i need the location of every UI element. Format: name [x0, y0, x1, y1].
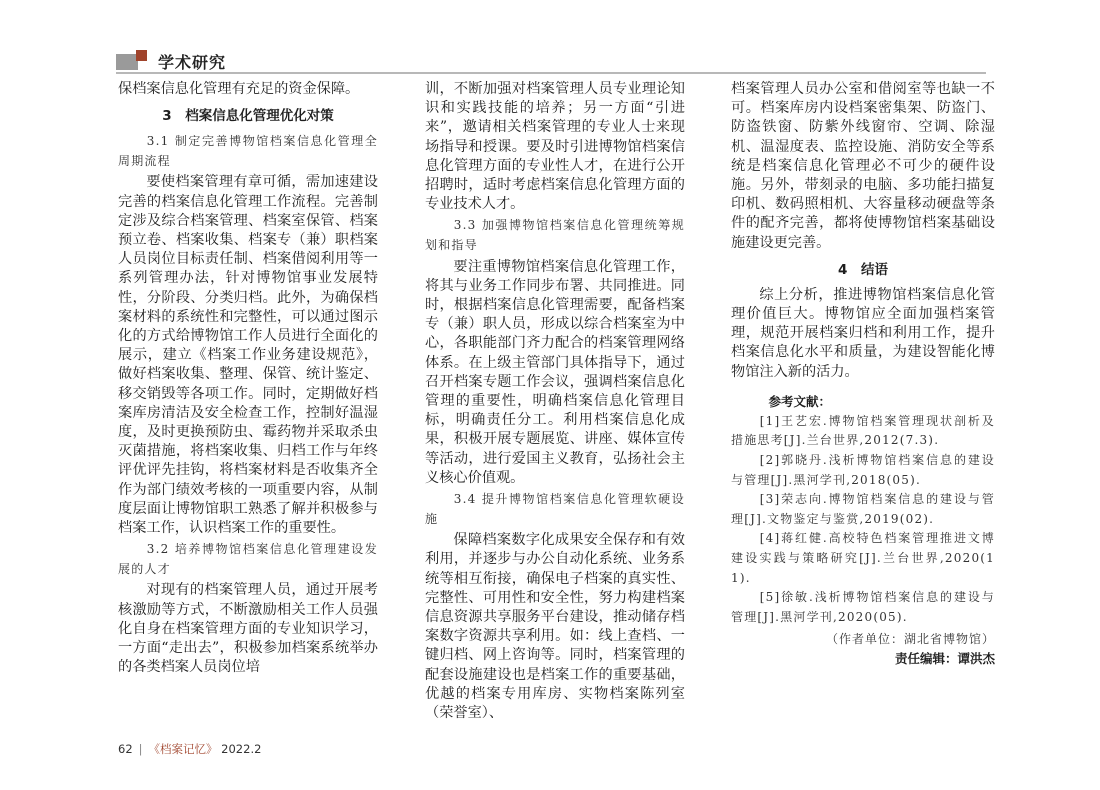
reference-item: [5]徐敏.浅析博物馆档案信息的建设与管理[J].黑河学刊,2020(05). [731, 590, 995, 624]
reference-item: [3]荣志向.博物馆档案信息的建设与管理[J].文物鉴定与鉴赏,2019(02). [731, 492, 995, 526]
heading-section-3: 3 档案信息化管理优化对策 [162, 108, 334, 125]
paragraph: 综上分析，推进博物馆档案信息化管理价值巨大。博物馆应全面加强档案管理，规范开展档案归档和利用工作，提升档案信息化水平和质量，为建设智能化博物馆注入新的活力。 [731, 286, 995, 380]
paragraph: 保档案信息化管理有充足的资金保障。 [118, 81, 360, 97]
reference-item: [4]蒋红健.高校特色档案管理推进文博建设实践与策略研究[J].兰台世界,2020(11). [731, 531, 995, 585]
paragraph: 要使档案管理有章可循，需加速建设完善的档案信息化管理工作流程。完善制定涉及综合档案管理、档案室保管、档案预立卷、档案收集、档案专（兼）职档案人员岗位目标责任制、档案借阅利用等一系列管理办法，针对博物馆事业发展特性，分阶段、分类归档。此外，为确保档案材料的系统性和完整性，可以通过图示化的方式给博物馆工作人员进行全面化的展示，建立《档案工作业务建设规范》，做好档案收集、整理、保管、统计鉴定、移交销毁等各项工作。同时，定期做好档案库房清洁及安全检查工作，控制好温湿度，及时更换预防虫、霉药物并采取杀虫灭菌措施，将档案收集、归档工作与年终评优评先挂钩，将档案材料是否收集齐全作为部门绩效考核的一项重要内容，从制度层面让博物馆职工熟悉了解并积极参与档案工作，认识档案工作的重要性。 [118, 174, 378, 537]
journal-name: 《档案记忆》 [148, 742, 218, 756]
column-3 [731, 80, 995, 730]
reference-item: [2]郭晓丹.浅析博物馆档案信息的建设与管理[J].黑河学刊,2018(05). [731, 453, 995, 487]
column-1 [118, 80, 378, 730]
paragraph: 保障档案数字化成果安全保存和有效利用，并逐步与办公自动化系统、业务系统等相互衔接，确保电子档案的真实性、完整性、可用性和安全性，努力构建档案信息资源共享服务平台建设，推动储存档案数字资源共享利用。如：线上查档、一键归档、网上咨询等。同时，档案管理的配套设施建设也是档案工作的重要基础，优越的档案专用库房、实物档案陈列室（荣誉室）、 [425, 532, 685, 722]
references-title: 参考文献： [768, 393, 832, 409]
section-logo-brown-block [136, 50, 147, 61]
page-number: 62 [118, 742, 133, 756]
subheading-3-4: 3.4 提升博物馆档案信息化管理软硬设施 [425, 492, 685, 526]
paragraph: 档案管理人员办公室和借阅室等也缺一不可。档案库房内设档案密集架、防盗门、防盗铁窗、防紫外线窗帘、空调、除湿机、温湿度表、监控设施、消防安全等系统是档案信息化管理必不可少的硬件设施。另外，带刻录的电脑、多功能扫描复印机、数码照相机、大容量移动硬盘等条件的配齐完善，都将使博物馆档案基础设施建设更完善。 [731, 81, 995, 251]
section-title: 学术研究 [158, 53, 227, 72]
page-footer [118, 741, 261, 757]
paragraph: 训，不断加强对档案管理人员专业理论知识和实践技能的培养；另一方面“引进来”，邀请相关档案管理的专业人士来现场指导和授课。要及时引进博物馆档案信息化管理方面的专业性人才，在进行公开招聘时，适时考虑档案信息化管理方面的专业技术人才。 [425, 81, 685, 213]
author-affiliation: （作者单位：湖北省博物馆） [825, 632, 995, 647]
paragraph: 对现有的档案管理人员，通过开展考核激励等方式，不断激励相关工作人员强化自身在档案管理方面的专业知识学习，一方面“走出去”，积极参加档案系统举办的各类档案人员岗位培 [118, 582, 378, 676]
column-2 [425, 80, 685, 730]
page-header [116, 48, 986, 74]
subheading-3-3: 3.3 加强博物馆档案信息化管理统筹规划和指导 [425, 218, 685, 253]
section-logo-grey-block [116, 54, 138, 70]
subheading-3-2: 3.2 培养博物馆档案信息化管理建设发展的人才 [118, 542, 378, 576]
header-rule [116, 72, 986, 74]
heading-section-4: 4 结语 [838, 261, 888, 278]
subheading-3-1: 3.1 制定完善博物馆档案信息化管理全周期流程 [118, 134, 378, 168]
responsible-editor: 责任编辑：谭洪杰 [894, 651, 995, 667]
reference-item: [1]王艺宏.博物馆档案管理现状剖析及措施思考[J].兰台世界,2012(7.3). [731, 413, 995, 448]
journal-issue: 2022.2 [221, 742, 262, 756]
footer-separator: | [138, 742, 143, 756]
paragraph: 要注重博物馆档案信息化管理工作，将其与业务工作同步布署、共同推进。同时，根据档案信息化管理需要，配备档案专（兼）职人员，形成以综合档案室为中心，各职能部门齐力配合的档案管理网络体系。在上级主管部门具体指导下，通过召开档案专题工作会议，强调档案信息化管理的重要性，明确档案信息化管理目标，明确责任分工。利用档案信息化成果，积极开展专题展览、讲座、媒体宣传等活动，进行爱国主义教育，弘扬社会主义核心价值观。 [425, 258, 685, 486]
